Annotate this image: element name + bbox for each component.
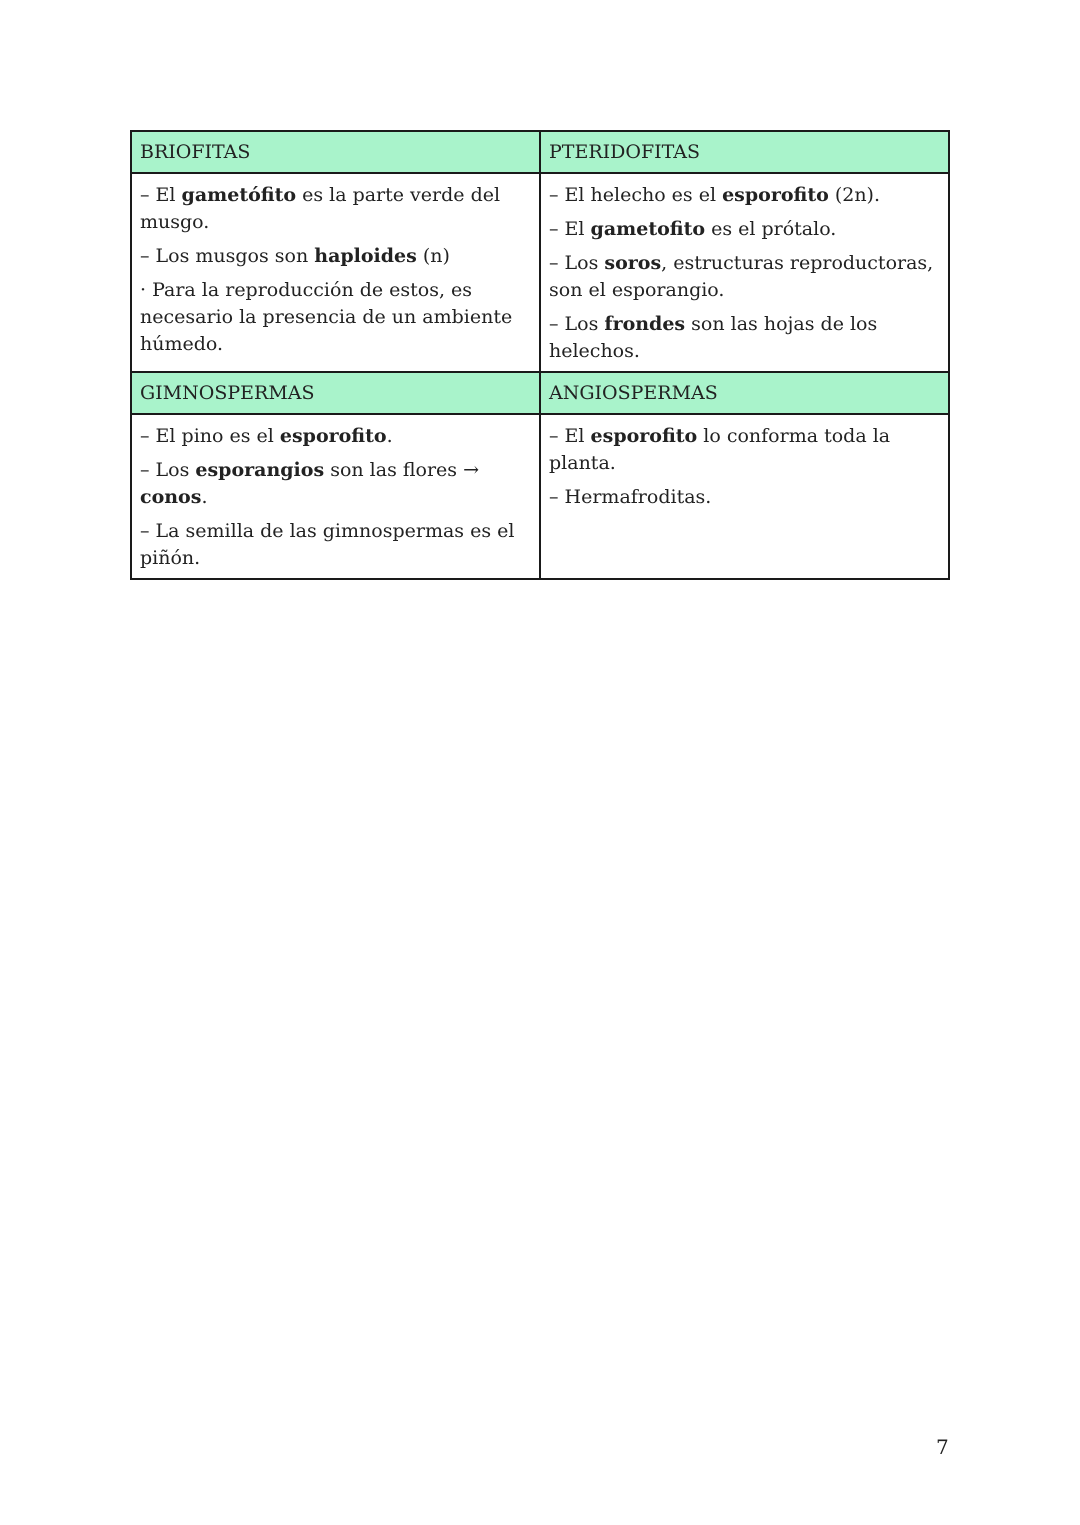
text-run: – El helecho es el bbox=[549, 184, 723, 206]
text-run: – El pino es el bbox=[140, 425, 280, 447]
list-item bbox=[549, 423, 940, 477]
text-run: es el prótalo. bbox=[705, 218, 837, 240]
gimnospermas-cell bbox=[131, 414, 540, 579]
text-run: – Los musgos son bbox=[140, 245, 315, 267]
list-item bbox=[549, 311, 940, 365]
table-header-row bbox=[131, 131, 949, 173]
list-item bbox=[140, 457, 531, 511]
text-run: es la parte verde del musgo. bbox=[140, 184, 501, 233]
text-run: , estructuras reproductoras, son el esporangio. bbox=[549, 252, 934, 301]
text-run: (n) bbox=[416, 245, 450, 267]
text-run: . bbox=[201, 486, 208, 508]
bold-term: esporangios bbox=[195, 459, 325, 481]
text-run: – Los bbox=[140, 459, 196, 481]
list-item bbox=[140, 277, 531, 358]
text-run: . bbox=[386, 425, 393, 447]
text-run: · Para la reproducción de estos, es necesario la presencia de un ambiente húmedo. bbox=[140, 279, 513, 355]
plant-groups-table bbox=[130, 130, 950, 580]
bold-term: esporofito bbox=[279, 425, 387, 447]
text-run: – El bbox=[549, 218, 591, 240]
text-run: – El bbox=[549, 425, 591, 447]
list-item bbox=[549, 484, 940, 511]
bold-term: gametófito bbox=[181, 184, 297, 206]
briofitas-cell bbox=[131, 173, 540, 372]
briofitas-header: BRIOFITAS bbox=[131, 131, 540, 173]
text-run: – Hermafroditas. bbox=[549, 486, 712, 508]
list-item bbox=[140, 518, 531, 572]
list-item bbox=[549, 250, 940, 304]
bold-term: haploides bbox=[314, 245, 417, 267]
text-run: (2n). bbox=[828, 184, 881, 206]
table-header-row bbox=[131, 372, 949, 414]
bold-term: gametofito bbox=[590, 218, 706, 240]
list-item bbox=[549, 216, 940, 243]
pteridofitas-header: PTERIDOFITAS bbox=[540, 131, 949, 173]
bold-term: esporofito bbox=[590, 425, 698, 447]
list-item bbox=[140, 423, 531, 450]
list-item bbox=[140, 243, 531, 270]
bold-term: esporofito bbox=[722, 184, 829, 206]
text-run: – Los bbox=[549, 313, 605, 335]
table-row bbox=[131, 414, 949, 579]
text-run: lo conforma toda la planta. bbox=[549, 425, 891, 474]
gimnospermas-header: GIMNOSPERMAS bbox=[131, 372, 540, 414]
bold-term: soros bbox=[604, 252, 662, 274]
text-run: – El bbox=[140, 184, 182, 206]
bold-term: conos bbox=[140, 486, 202, 508]
list-item bbox=[140, 182, 531, 236]
text-run: son las flores → bbox=[324, 459, 480, 481]
table-row bbox=[131, 173, 949, 372]
angiospermas-header: ANGIOSPERMAS bbox=[540, 372, 949, 414]
angiospermas-cell bbox=[540, 414, 949, 579]
bold-term: frondes bbox=[604, 313, 686, 335]
text-run: son las hojas de los helechos. bbox=[549, 313, 878, 362]
text-run: – Los bbox=[549, 252, 605, 274]
page-number: 7 bbox=[936, 1435, 949, 1459]
text-run: – La semilla de las gimnospermas es el piñón. bbox=[140, 520, 515, 569]
list-item bbox=[549, 182, 940, 209]
pteridofitas-cell bbox=[540, 173, 949, 372]
